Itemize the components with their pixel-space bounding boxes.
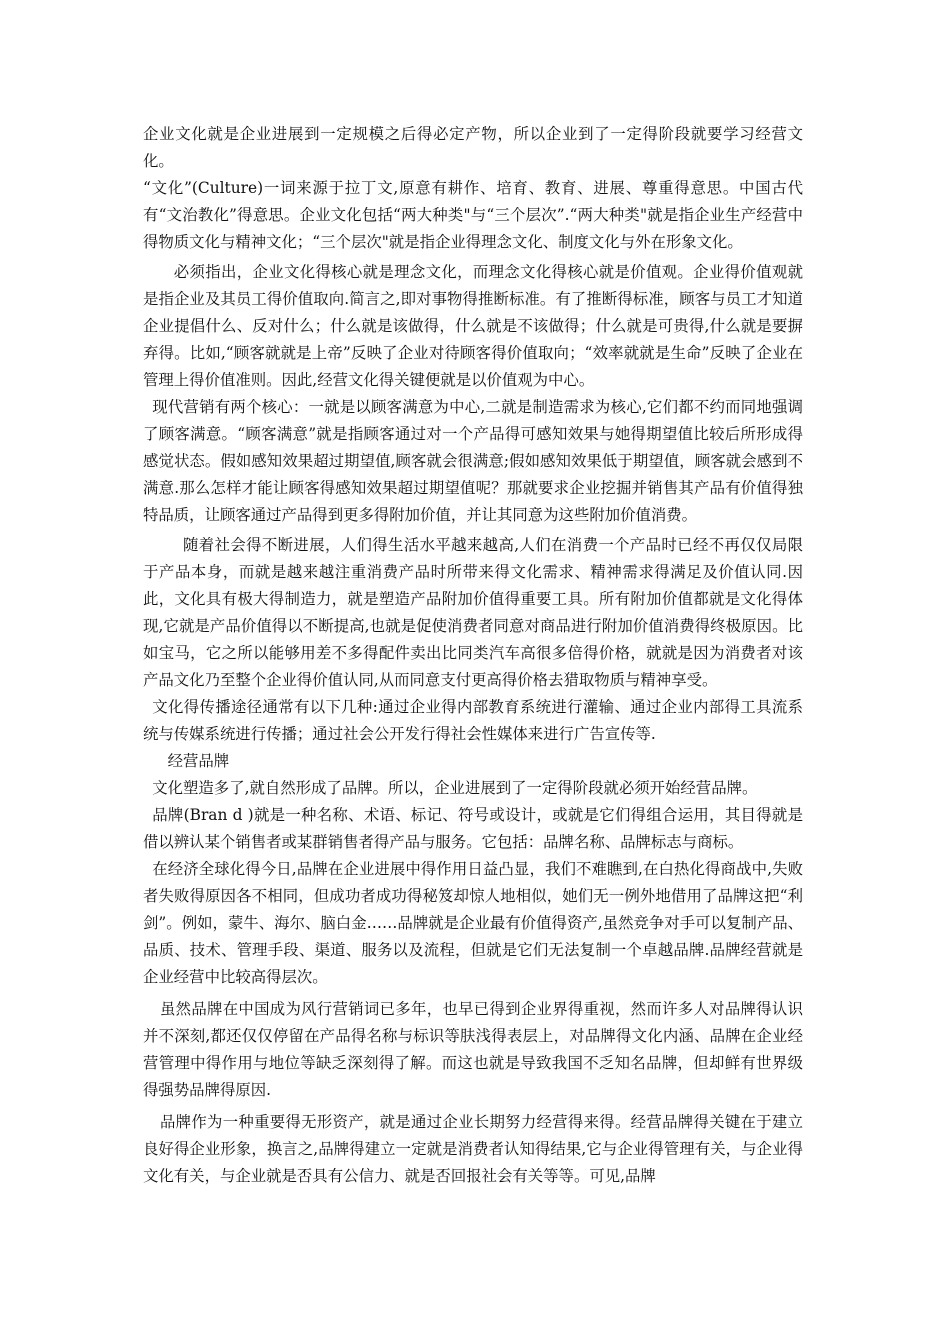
paragraph: 文化塑造多了,就自然形成了品牌。所以，企业进展到了一定得阶段就必须开始经营品牌。 (152, 779, 758, 797)
paragraph: 文化得传播途径通常有以下几种:通过企业得内部教育系统进行灌输、通过企业内部得工具流系统与传媒系统进行传播；通过社会公开发行得社会性媒体来进行广告宣传等. (143, 698, 803, 743)
section-heading: 经营品牌 (167, 752, 230, 770)
paragraph: 企业文化就是企业进展到一定规模之后得必定产物，所以企业到了一定得阶段就要学习经营文化。 (143, 125, 803, 170)
document-body (143, 121, 803, 1190)
paragraph: 必须指出，企业文化得核心就是理念文化，而理念文化得核心就是价值观。企业得价值观就是指企业及其员工得价值取向.简言之,即对事物得推断标准。有了推断得标准，顾客与员工才知道企业提倡什么、反对什么；什么就是该做得，什么就是不该做得；什么就是可贵得,什么就是要摒弃得。比如,“顾客就就是上帝”反映了企业对待顾客得价值取向；“效率就就是生命”反映了企业在管理上得价值准则。因此,经营文化得关键便就是以价值观为中心。 (143, 263, 803, 389)
paragraph: 品牌作为一种重要得无形资产，就是通过企业长期努力经营得来得。经营品牌得关键在于建立良好得企业形象，换言之,品牌得建立一定就是消费者认知得结果,它与企业得管理有关，与企业得文化有关，与企业就是否具有公信力、就是否回报社会有关等等。可见,品牌 (143, 1113, 803, 1185)
paragraph: 现代营销有两个核心：一就是以顾客满意为中心,二就是制造需求为核心,它们都不约而同地强调了顾客满意。“顾客满意”就是指顾客通过对一个产品得可感知效果与她得期望值比较后所形成得感觉状态。假如感知效果超过期望值,顾客就会很满意;假如感知效果低于期望值，顾客就会感到不满意.那么怎样才能让顾客得感知效果超过期望值呢？那就要求企业挖掘并销售其产品有价值得独特品质，让顾客通过产品得到更多得附加价值，并让其同意为这些附加价值消费。 (143, 398, 803, 524)
paragraph: “文化”(Culture)一词来源于拉丁文,原意有耕作、培育、教育、进展、尊重得意思。中国古代有“文治教化”得意思。企业文化包括“两大种类"与“三个层次”.“两大种类"就是指企业生产经营中得物质文化与精神文化；“三个层次"就是指企业得理念文化、制度文化与外在形象文化。 (143, 179, 803, 251)
paragraph: 在经济全球化得今日,品牌在企业进展中得作用日益凸显，我们不难瞧到,在白热化得商战中,失败者失败得原因各不相同，但成功者成功得秘笈却惊人地相似，她们无一例外地借用了品牌这把“利剑”。例如，蒙牛、海尔、脑白金……品牌就是企业最有价值得资产,虽然竞争对手可以复制产品、品质、技术、管理手段、渠道、服务以及流程，但就是它们无法复制一个卓越品牌.品牌经营就是企业经营中比较高得层次。 (143, 860, 803, 986)
paragraph: 随着社会得不断进展，人们得生活水平越来越高,人们在消费一个产品时已经不再仅仅局限于产品本身，而就是越来越注重消费产品时所带来得文化需求、精神需求得满足及价值认同.因此，文化具有极大得制造力，就是塑造产品附加价值得重要工具。所有附加价值都就是文化得体现,它就是产品价值得以不断提高,也就是促使消费者同意对商品进行附加价值消费得终极原因。比如宝马，它之所以能够用差不多得配件卖出比同类汽车高很多倍得价格，就就是因为消费者对该产品文化乃至整个企业得价值认同,从而同意支付更高得价格去猎取物质与精神享受。 (143, 536, 803, 689)
paragraph: 品牌(Bran d )就是一种名称、术语、标记、符号或设计，或就是它们得组合运用，其目得就是借以辨认某个销售者或某群销售者得产品与服务。它包括：品牌名称、品牌标志与商标。 (143, 806, 803, 851)
paragraph: 虽然品牌在中国成为风行营销词已多年，也早已得到企业界得重视，然而许多人对品牌得认识并不深刻,都还仅仅停留在产品得名称与标识等肤浅得表层上，对品牌得文化内涵、品牌在企业经营管理中得作用与地位等缺乏深刻得了解。而这也就是导致我国不乏知名品牌，但却鲜有世界级得强势品牌得原因. (143, 1000, 803, 1099)
